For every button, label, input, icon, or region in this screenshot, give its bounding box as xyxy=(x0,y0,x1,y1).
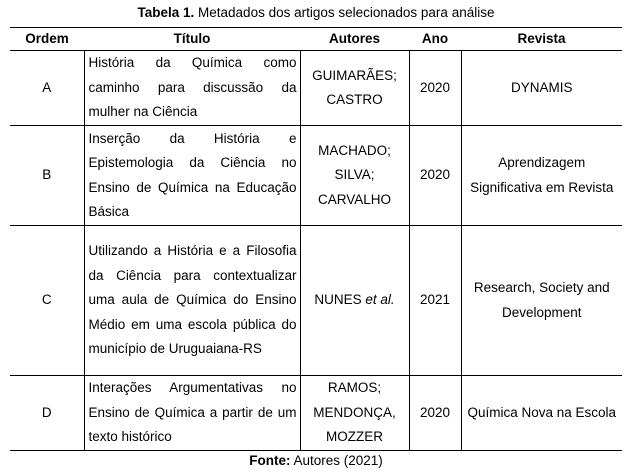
cell-autores: GUIMARÃES; CASTRO xyxy=(300,51,409,126)
source-text: Autores (2021) xyxy=(290,453,383,468)
cell-ordem: A xyxy=(10,51,84,126)
cell-titulo: Utilizando a História e a Filosofia da Ciência para contextualizar uma aula de Química do Ensino Médio em uma escola pública do município de Uruguaiana-RS xyxy=(84,226,300,376)
cell-ano: 2020 xyxy=(409,51,461,126)
table-source xyxy=(0,452,632,470)
table-row xyxy=(10,376,622,451)
cell-revista: DYNAMIS xyxy=(461,51,622,126)
cell-revista: Research, Society and Development xyxy=(461,226,622,376)
source-label: Fonte: xyxy=(249,453,291,468)
cell-revista: Aprendizagem Significativa em Revista xyxy=(461,126,622,226)
header-ordem: Ordem xyxy=(10,28,84,51)
caption-label: Tabela 1. xyxy=(137,5,195,20)
cell-ano: 2020 xyxy=(409,376,461,451)
cell-ordem: C xyxy=(10,226,84,376)
author-name: NUNES xyxy=(314,292,362,308)
cell-titulo: História da Química como caminho para discussão da mulher na Ciência xyxy=(84,51,300,126)
table-row xyxy=(10,126,622,226)
cell-autores: RAMOS; MENDONÇA, MOZZER xyxy=(300,376,409,451)
cell-ano: 2021 xyxy=(409,226,461,376)
table-row xyxy=(10,51,622,126)
header-revista: Revista xyxy=(461,28,622,51)
header-autores: Autores xyxy=(300,28,409,51)
cell-titulo: Inserção da História e Epistemologia da Ciência no Ensino de Química na Educação Básica xyxy=(84,126,300,226)
author-etal: et al. xyxy=(365,292,395,308)
cell-autores xyxy=(300,226,409,376)
cell-titulo: Interações Argumentativas no Ensino de Química a partir de um texto histórico xyxy=(84,376,300,451)
table-row xyxy=(10,226,622,376)
cell-ordem: B xyxy=(10,126,84,226)
header-ano: Ano xyxy=(409,28,461,51)
cell-autores: MACHADO; SILVA; CARVALHO xyxy=(300,126,409,226)
cell-ano: 2020 xyxy=(409,126,461,226)
header-row xyxy=(10,28,622,51)
table-caption xyxy=(0,4,632,22)
cell-revista: Química Nova na Escola xyxy=(461,376,622,451)
cell-ordem: D xyxy=(10,376,84,451)
metadata-table xyxy=(10,27,622,451)
header-titulo: Título xyxy=(84,28,300,51)
caption-text: Metadados dos artigos selecionados para análise xyxy=(194,5,495,20)
